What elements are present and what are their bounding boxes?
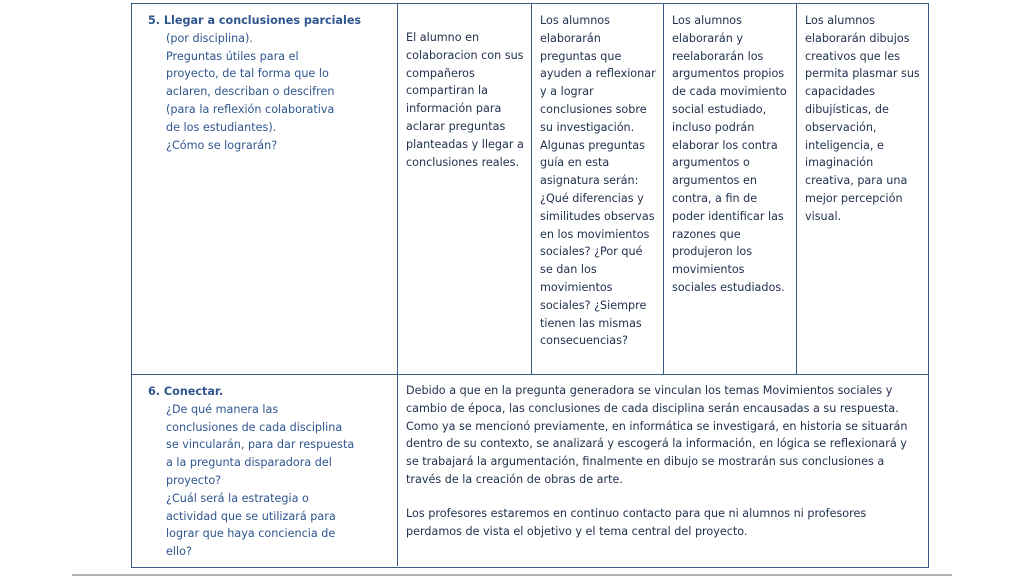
- cell-text: Los alumnos elaborarán dibujos creativos que les permita plasmar sus capacidades dibujísticas, de observación, inteligencia, e imaginación creativa, para una mejor percepción visual.: [805, 14, 920, 223]
- heading-line: aclaren, describan o descifren: [166, 85, 335, 99]
- table-row-conclusiones: [132, 4, 928, 375]
- heading-line: ¿Cómo se lograrán?: [166, 138, 278, 152]
- paragraph: Los profesores estaremos en continuo contacto para que ni alumnos ni profesores perdamos de vista el objetivo y el tema central del proyecto.: [406, 506, 867, 538]
- heading-line: conclusiones de cada disciplina: [166, 420, 343, 434]
- cell-text: Los alumnos elaborarán y reelaborarán los argumentos propios de cada movimiento social estudiado, incluso podrán elaborar los contra argumentos o argumentos en contra, a fin de poder identificar las razones que produjeron los movimientos sociales estudiados.: [672, 14, 787, 294]
- heading-line: ello?: [166, 545, 192, 559]
- heading-line: lograr que haya conciencia de: [166, 527, 336, 541]
- row-heading: 6. Conectar.: [148, 385, 224, 398]
- cell-colaboracion: [398, 4, 532, 374]
- cell-text: Los alumnos elaborarán preguntas que ayuden a reflexionar y a lograr conclusiones sobre su investigación. Algunas preguntas guía en esta asignatura serán: ¿Qué diferencias y similitudes observas en los movimientos sociales? ¿Por qué se dan los movimientos sociales? ¿Siempre tienen las mismas consecuencias?: [540, 14, 656, 348]
- heading-line: ¿Cuál será la estrategia o: [166, 491, 309, 505]
- row-heading-cell: [132, 375, 398, 566]
- heading-line: se vincularán, para dar respuesta: [166, 438, 355, 452]
- row-heading: 5. Llegar a conclusiones parciales: [148, 14, 362, 27]
- heading-line: ¿De qué manera las: [166, 402, 279, 416]
- heading-line: proyecto, de tal forma que lo: [166, 67, 329, 81]
- table-row-conectar: [132, 375, 928, 566]
- cell-dibujos: [797, 4, 930, 374]
- cell-argumentos: [664, 4, 797, 374]
- heading-line: a la pregunta disparadora del: [166, 456, 332, 470]
- heading-line: actividad que se utilizará para: [166, 509, 336, 523]
- heading-line: de los estudiantes).: [166, 120, 277, 134]
- heading-line: (para la reflexión colaborativa: [166, 102, 335, 116]
- heading-line: proyecto?: [166, 473, 222, 487]
- row-heading-cell: [132, 4, 398, 374]
- heading-line: (por disciplina).: [166, 31, 253, 45]
- paragraph: Debido a que en la pregunta generadora se vinculan los temas Movimientos sociales y cambio de época, las conclusiones de cada disciplina serán encausadas a su respuesta. Como ya se mencionó previamente, en informática se investigará, en historia se situarán dentro de su contexto, se analizará y escogerá la información, en lógica se reflexionará y se trabajará la argumentación, finalmente en dibujo se mostrarán sus conclusiones a través de la creación de obras de arte.: [406, 384, 908, 486]
- cell-conectar-description: [398, 375, 930, 566]
- cell-text: El alumno en colaboracion con sus compañeros compartiran la información para aclarar preguntas planteadas y llegar a conclusiones reales.: [406, 31, 524, 169]
- planning-table: [131, 3, 929, 568]
- heading-line: Preguntas útiles para el: [166, 49, 299, 63]
- cell-preguntas: [532, 4, 664, 374]
